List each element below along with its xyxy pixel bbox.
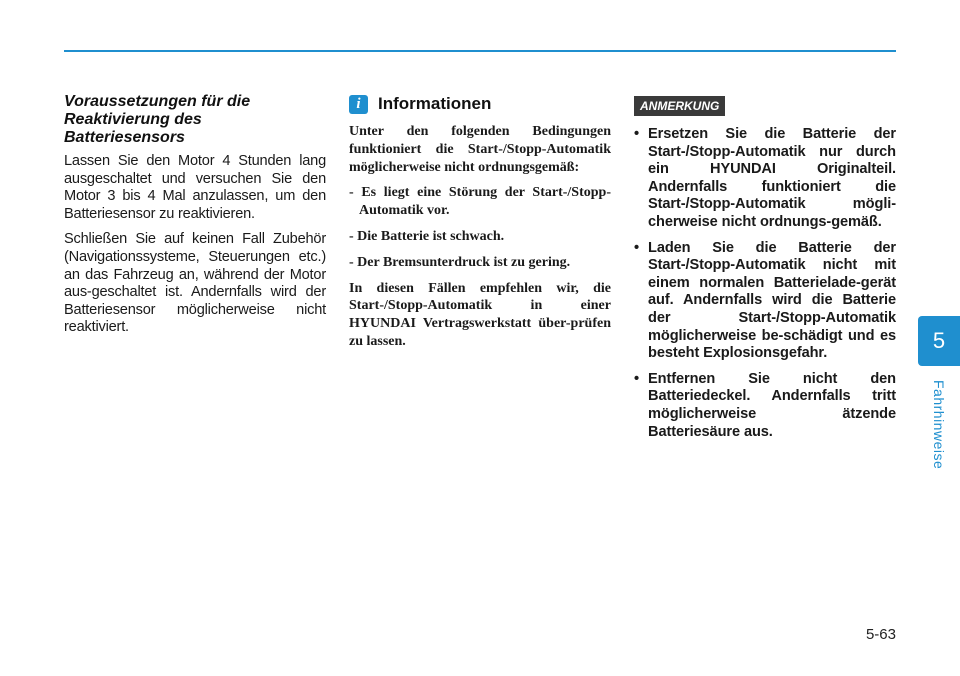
paragraph: Schließen Sie auf keinen Fall Zubehör (Navigationssysteme, Steuerungen etc.) an das Fahrzeug an, während der Motor aus-geschaltet ist. Andernfalls wird der Batteriesensor möglicherweise nicht reaktiviert. <box>64 231 326 336</box>
information-item: - Die Batterie ist schwach. <box>349 228 505 244</box>
information-outro: In diesen Fällen empfehlen wir, die Start-/Stopp-Automatik in einer HYUNDAI Vertragswerkstatt über-prüfen zu lassen. <box>349 280 611 349</box>
information-item: - Der Bremsunterdruck ist zu gering. <box>349 254 571 270</box>
note-item <box>634 240 896 363</box>
information-intro: Unter den folgenden Bedingungen funktioniert die Start-/Stopp-Automatik möglicherweise nicht ordnungsgemäß: <box>349 124 611 175</box>
column-battery-sensor <box>64 93 326 345</box>
bullet-icon: • <box>634 239 640 256</box>
page-number: 5-63 <box>865 626 896 643</box>
note-item <box>634 371 896 441</box>
note-list <box>634 126 896 441</box>
information-item: - Es liegt eine Störung der Start-/Stopp-Automatik vor. <box>349 185 611 219</box>
information-title: Informationen <box>378 94 492 113</box>
chapter-label: Fahrhinweise <box>931 380 947 470</box>
note-item-text: Laden Sie die Batterie der Start-/Stopp-Automatik nicht mit einem normalen Batterielade-gerät auf. Andernfalls wird die Batterie der Start-/Stopp-Automatik möglicherweise be-schädigt und es besteht Explosionsgefahr. <box>648 239 896 362</box>
section-heading: Voraussetzungen für die Reaktivierung des Batteriesensors <box>64 93 251 146</box>
top-rule <box>64 50 896 52</box>
note-item-text: Entfernen Sie nicht den Batteriedeckel. Andernfalls tritt möglicherweise ätzende Batteriesäure aus. <box>648 370 896 440</box>
info-icon: i <box>349 95 368 114</box>
column-information <box>349 93 611 359</box>
note-item-text: Ersetzen Sie die Batterie der Start-/Stopp-Automatik nur durch ein HYUNDAI Originalteil. Andernfalls funktioniert die Start-/Stopp-Automatik mögli-cherweise nicht ordnungs-gemäß. <box>648 126 896 230</box>
note-item <box>634 126 896 232</box>
column-note <box>634 93 896 449</box>
paragraph: Lassen Sie den Motor 4 Stunden lang ausgeschaltet und versuchen Sie den Motor 3 bis 4 Mal anzulassen, um den Batteriesensor zu reaktivieren. <box>64 153 326 222</box>
bullet-icon: • <box>634 126 640 142</box>
chapter-tab: 5 <box>918 316 960 366</box>
information-header <box>349 93 611 115</box>
bullet-icon: • <box>634 370 640 387</box>
note-badge: ANMERKUNG <box>634 96 725 116</box>
